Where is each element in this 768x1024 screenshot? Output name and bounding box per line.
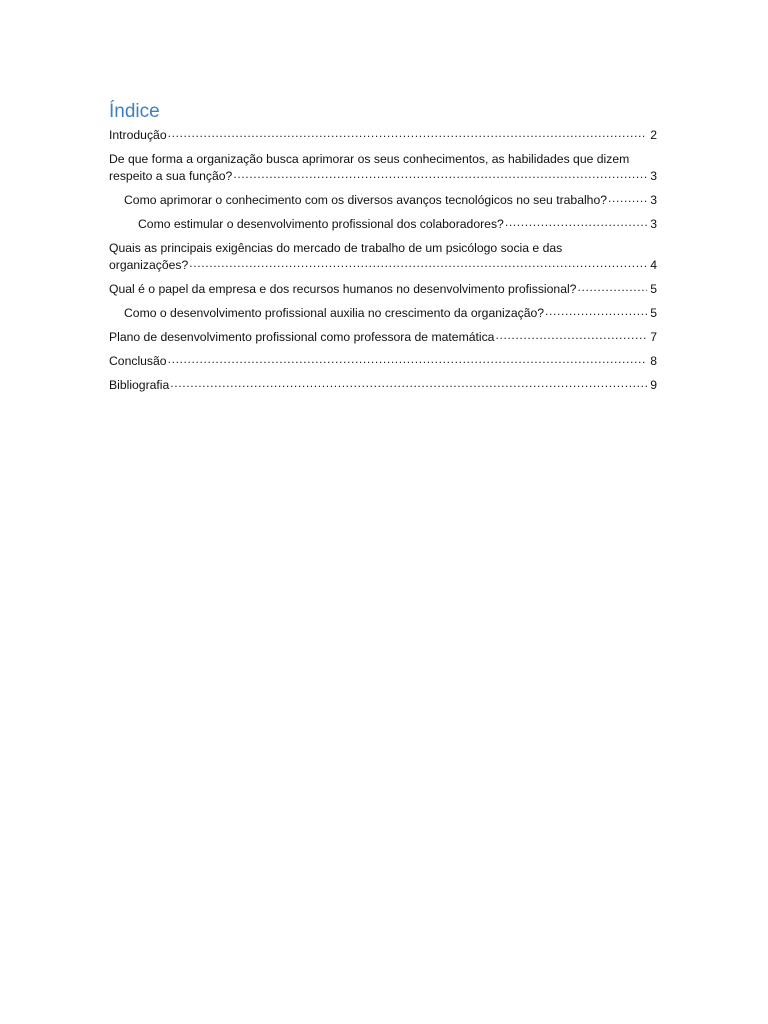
toc-entry-label: Qual é o papel da empresa e dos recursos humanos no desenvolvimento profissional? [109, 282, 577, 296]
toc-entry-papel-empresa[interactable] [109, 281, 657, 298]
dot-leader [545, 305, 647, 317]
toc-entry-label: Bibliografia [109, 378, 170, 392]
toc-entry-page: 2 [650, 128, 657, 142]
dot-leader [168, 127, 647, 139]
toc-entry-page: 3 [650, 169, 657, 183]
dot-leader [168, 353, 647, 365]
toc-entry-label: Conclusão [109, 354, 167, 368]
toc-entry-avancos-tecnologicos[interactable] [109, 192, 657, 209]
toc-entry-crescimento-organizacao[interactable] [109, 305, 657, 322]
toc-entry-conclusao[interactable] [109, 353, 657, 370]
dot-leader [577, 281, 647, 293]
toc-entry-label: De que forma a organização busca aprimorar os seus conhecimentos, as habilidades que dizem [109, 152, 630, 166]
toc-entry-bibliografia[interactable] [109, 377, 657, 394]
dot-leader [170, 377, 647, 389]
dot-leader [505, 216, 647, 228]
toc-entry-plano-desenvolvimento[interactable] [109, 329, 657, 346]
toc-entry-label: Como o desenvolvimento profissional auxilia no crescimento da organização? [124, 306, 545, 320]
toc-entry-page: 8 [650, 354, 657, 368]
toc-entry-label: Quais as principais exigências do mercado de trabalho de um psicólogo socia e das [109, 241, 563, 255]
toc-entry-aprimorar-conhecimentos[interactable] [109, 151, 657, 185]
toc-entry-page: 4 [650, 258, 657, 272]
toc-entry-page: 9 [650, 378, 657, 392]
toc-entry-label-continued: respeito a sua função? [109, 169, 233, 183]
dot-leader [608, 192, 647, 204]
toc-entry-label: Plano de desenvolvimento profissional como professora de matemática [109, 330, 495, 344]
toc-entry-exigencias-mercado[interactable] [109, 240, 657, 274]
toc-entry-estimular-desenvolvimento[interactable] [109, 216, 657, 233]
toc-entry-label: Introdução [109, 128, 167, 142]
dot-leader [233, 168, 647, 180]
toc-entry-page: 5 [650, 282, 657, 296]
toc-entry-label: Como aprimorar o conhecimento com os diversos avanços tecnológicos no seu trabalho? [124, 193, 608, 207]
toc-entry-page: 7 [650, 330, 657, 344]
toc-entry-page: 5 [650, 306, 657, 320]
toc-entry-label-continued: organizações? [109, 258, 189, 272]
toc-entry-page: 3 [650, 193, 657, 207]
toc-entry-introducao[interactable] [109, 127, 657, 144]
dot-leader [189, 257, 647, 269]
toc-title: Índice [109, 101, 160, 122]
toc-entry-page: 3 [650, 217, 657, 231]
toc-entry-label: Como estimular o desenvolvimento profissional dos colaboradores? [138, 217, 504, 231]
dot-leader [495, 329, 647, 341]
table-of-contents [109, 100, 657, 401]
